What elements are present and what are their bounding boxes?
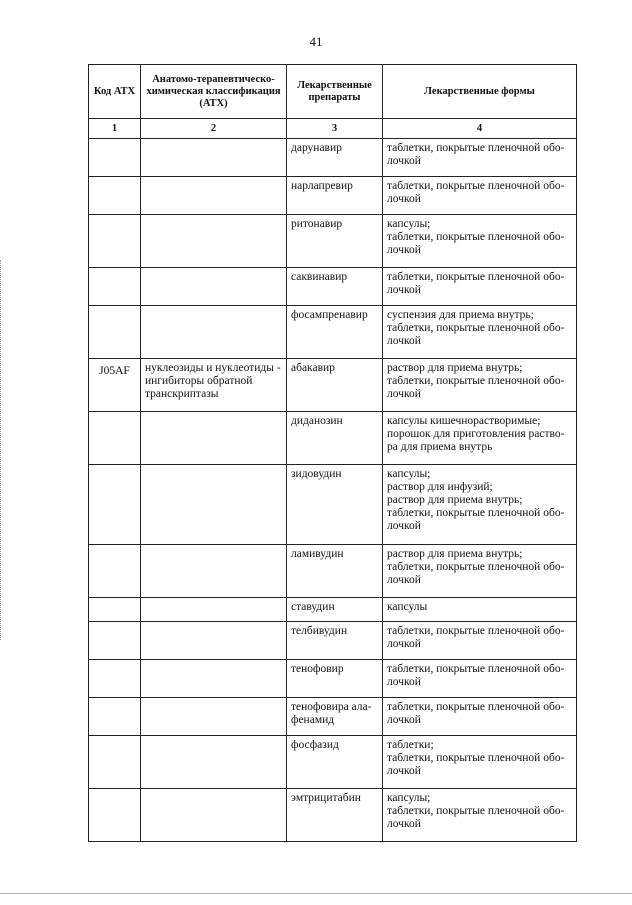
dosage-form-line: капсулы; <box>387 468 431 480</box>
dosage-forms-cell <box>383 736 577 789</box>
dosage-form-line: лочкой <box>387 765 421 777</box>
dosage-form-line: раствор для приема внутрь; <box>387 494 523 506</box>
dosage-form-line: лочкой <box>387 244 421 256</box>
classification-cell <box>141 660 287 698</box>
atx-code-cell <box>89 698 141 736</box>
classification-cell <box>141 622 287 660</box>
header-classification: Анатомо-терапевтическо-химическая классификация (АТХ) <box>141 65 287 119</box>
drug-name-cell: нарлапревир <box>287 177 383 215</box>
table-row <box>89 622 577 660</box>
dosage-form-line: таблетки, покрытые пленочной обо- <box>387 752 565 764</box>
dosage-form-line: лочкой <box>387 574 421 586</box>
classification-cell <box>141 215 287 268</box>
dosage-form-line: лочкой <box>387 676 421 688</box>
atx-code-cell <box>89 622 141 660</box>
atx-code-cell <box>89 736 141 789</box>
dosage-forms-cell <box>383 465 577 545</box>
dosage-form-line: лочкой <box>387 335 421 347</box>
classification-cell <box>141 698 287 736</box>
atx-code-cell <box>89 545 141 598</box>
dosage-forms-cell <box>383 139 577 177</box>
dosage-form-line: таблетки, покрытые пленочной обо- <box>387 322 565 334</box>
table-row <box>89 306 577 359</box>
table-row <box>89 698 577 736</box>
atx-code-cell <box>89 660 141 698</box>
drug-name-cell: эмтрицитабин <box>287 789 383 842</box>
dosage-form-line: таблетки, покрытые пленочной обо- <box>387 180 565 192</box>
column-number: 4 <box>383 119 577 139</box>
dosage-form-line: раствор для приема внутрь; <box>387 548 523 560</box>
drug-name-cell: ставудин <box>287 598 383 622</box>
dosage-forms-cell <box>383 789 577 842</box>
drug-name-cell: тенофовира ала-фенамид <box>287 698 383 736</box>
dosage-forms-cell <box>383 215 577 268</box>
drug-name-cell: абакавир <box>287 359 383 412</box>
dosage-form-line: ра для приема внутрь <box>387 441 493 453</box>
dosage-form-line: таблетки, покрытые пленочной обо- <box>387 805 565 817</box>
table-row <box>89 598 577 622</box>
dosage-form-line: таблетки, покрытые пленочной обо- <box>387 561 565 573</box>
dosage-form-line: лочкой <box>387 155 421 167</box>
classification-cell <box>141 598 287 622</box>
dosage-form-line: лочкой <box>387 638 421 650</box>
table-row <box>89 545 577 598</box>
dosage-form-line: капсулы; <box>387 218 431 230</box>
dosage-form-line: лочкой <box>387 284 421 296</box>
drug-name-cell: дарунавир <box>287 139 383 177</box>
classification-cell <box>141 736 287 789</box>
dosage-form-line: таблетки, покрытые пленочной обо- <box>387 625 565 637</box>
dosage-forms-cell <box>383 306 577 359</box>
atx-code-cell <box>89 268 141 306</box>
dosage-form-line: лочкой <box>387 818 421 830</box>
atx-code-cell: J05AF <box>89 359 141 412</box>
dosage-forms-cell <box>383 412 577 465</box>
atx-code-cell <box>89 177 141 215</box>
page-number: 41 <box>309 34 323 49</box>
table-header-row <box>89 65 577 119</box>
header-forms: Лекарственные формы <box>383 65 577 119</box>
dosage-forms-cell <box>383 177 577 215</box>
dosage-form-line: таблетки, покрытые пленочной обо- <box>387 663 565 675</box>
column-number-row <box>89 119 577 139</box>
atx-code-cell <box>89 598 141 622</box>
dosage-forms-cell <box>383 622 577 660</box>
dosage-form-line: таблетки, покрытые пленочной обо- <box>387 231 565 243</box>
dosage-form-line: таблетки, покрытые пленочной обо- <box>387 375 565 387</box>
dosage-form-line: таблетки, покрытые пленочной обо- <box>387 271 565 283</box>
classification-cell <box>141 139 287 177</box>
classification-cell <box>141 177 287 215</box>
header-drugs: Лекарственные препараты <box>287 65 383 119</box>
dosage-forms-cell <box>383 545 577 598</box>
classification-cell <box>141 268 287 306</box>
drug-name-cell: фосфазид <box>287 736 383 789</box>
table-row <box>89 789 577 842</box>
dosage-form-line: таблетки, покрытые пленочной обо- <box>387 507 565 519</box>
drug-name-cell: тенофовир <box>287 660 383 698</box>
dosage-forms-cell <box>383 359 577 412</box>
dosage-form-line: таблетки; <box>387 739 434 751</box>
dosage-form-line: лочкой <box>387 714 421 726</box>
column-number: 1 <box>89 119 141 139</box>
column-number: 2 <box>141 119 287 139</box>
column-number: 3 <box>287 119 383 139</box>
table-row <box>89 268 577 306</box>
drug-name-cell: зидовудин <box>287 465 383 545</box>
table-row <box>89 465 577 545</box>
table-row <box>89 412 577 465</box>
classification-cell: нуклеозиды и нуклеотиды - ингибиторы обратной транскриптазы <box>141 359 287 412</box>
page-bottom-edge <box>0 893 632 894</box>
dosage-form-line: таблетки, покрытые пленочной обо- <box>387 701 565 713</box>
drug-name-cell: саквинавир <box>287 268 383 306</box>
classification-cell <box>141 545 287 598</box>
dosage-form-line: раствор для приема внутрь; <box>387 362 523 374</box>
classification-cell <box>141 789 287 842</box>
dosage-form-line: капсулы <box>387 601 428 613</box>
dosage-form-line: капсулы кишечнорастворимые; <box>387 415 541 427</box>
dosage-forms-cell <box>383 698 577 736</box>
table-row <box>89 359 577 412</box>
dosage-forms-cell <box>383 598 577 622</box>
drug-name-cell: ламивудин <box>287 545 383 598</box>
scan-edge-mark <box>0 260 3 640</box>
dosage-form-line: суспензия для приема внутрь; <box>387 309 534 321</box>
header-atx-code: Код АТХ <box>89 65 141 119</box>
dosage-form-line: лочкой <box>387 388 421 400</box>
drug-name-cell: фосампренавир <box>287 306 383 359</box>
drug-name-cell: телбивудин <box>287 622 383 660</box>
atx-table <box>88 64 577 842</box>
atx-code-cell <box>89 412 141 465</box>
atx-code-cell <box>89 139 141 177</box>
atx-code-cell <box>89 465 141 545</box>
table-row <box>89 177 577 215</box>
table-row <box>89 660 577 698</box>
atx-code-cell <box>89 789 141 842</box>
classification-cell <box>141 412 287 465</box>
dosage-form-line: капсулы; <box>387 792 431 804</box>
dosage-form-line: лочкой <box>387 193 421 205</box>
drug-name-cell: ритонавир <box>287 215 383 268</box>
dosage-forms-cell <box>383 660 577 698</box>
dosage-form-line: лочкой <box>387 520 421 532</box>
atx-code-cell <box>89 215 141 268</box>
dosage-form-line: порошок для приготовления раство- <box>387 428 565 440</box>
dosage-forms-cell <box>383 268 577 306</box>
table-row <box>89 215 577 268</box>
atx-code-cell <box>89 306 141 359</box>
table-row <box>89 736 577 789</box>
table-row <box>89 139 577 177</box>
classification-cell <box>141 465 287 545</box>
classification-cell <box>141 306 287 359</box>
dosage-form-line: таблетки, покрытые пленочной обо- <box>387 142 565 154</box>
dosage-form-line: раствор для инфузий; <box>387 481 493 493</box>
drug-name-cell: диданозин <box>287 412 383 465</box>
